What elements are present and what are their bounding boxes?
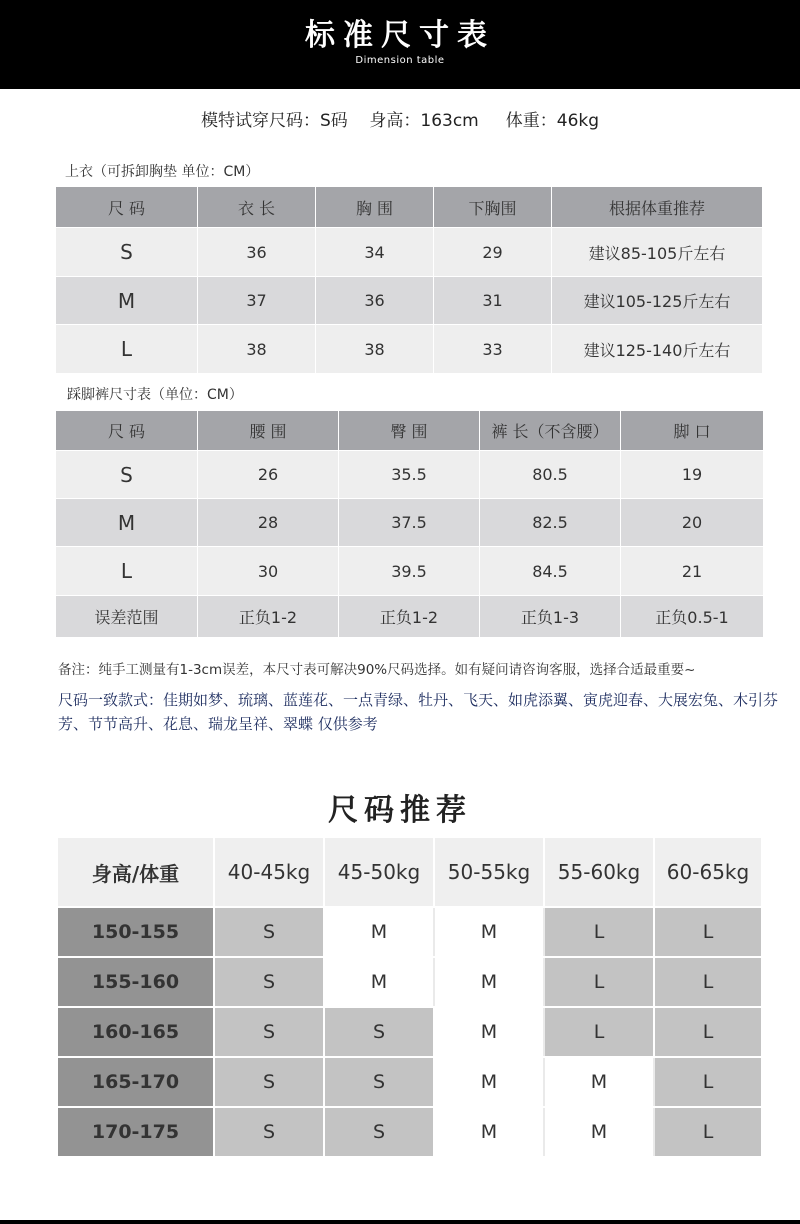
header-cell: 脚 口 (621, 411, 764, 451)
size-cell: L (654, 907, 762, 957)
table-cell: 26 (198, 451, 339, 499)
table-cell: 39.5 (339, 547, 480, 596)
size-cell: S (214, 1007, 324, 1057)
header-cell: 下胸围 (434, 187, 552, 228)
pants-size-table (55, 410, 764, 638)
error-range-label: 误差范围 (56, 596, 198, 638)
error-range-row (56, 596, 764, 638)
table-cell: 建议125-140斤左右 (552, 325, 763, 374)
pants-table-caption: 踩脚裤尺寸表（单位：CM） (67, 387, 243, 403)
top-size-table (55, 186, 763, 374)
table-row (56, 451, 764, 499)
table-cell: 28 (198, 499, 339, 547)
model-info: 模特试穿尺码：S码 身高：163cm 体重：46kg (200, 111, 600, 131)
height-cell: 170-175 (58, 1107, 214, 1157)
table-row (56, 547, 764, 596)
size-cell: L (654, 1007, 762, 1057)
table-cell: 84.5 (480, 547, 621, 596)
table-header-row (56, 411, 764, 451)
size-cell: S (56, 228, 198, 277)
corner-cell: 身高/体重 (58, 838, 214, 907)
table-cell: 35.5 (339, 451, 480, 499)
table-row (58, 1007, 762, 1057)
size-cell: L (544, 907, 654, 957)
weight-header: 60-65kg (654, 838, 762, 907)
size-cell: M (56, 277, 198, 325)
table-cell: 82.5 (480, 499, 621, 547)
table-cell: 30 (198, 547, 339, 596)
size-cell: L (654, 1057, 762, 1107)
size-cell: M (434, 957, 544, 1007)
size-cell: L (544, 957, 654, 1007)
size-cell: S (324, 1007, 434, 1057)
table-header-row (56, 187, 763, 228)
size-cell: M (434, 1107, 544, 1157)
table-cell: 正负0.5-1 (621, 596, 764, 638)
table-cell: 29 (434, 228, 552, 277)
size-cell: S (324, 1057, 434, 1107)
size-cell: M (56, 499, 198, 547)
footer-divider (0, 1220, 800, 1224)
table-row (58, 957, 762, 1007)
table-row (56, 325, 763, 374)
size-cell: M (324, 957, 434, 1007)
table-cell: 38 (198, 325, 316, 374)
weight-header: 45-50kg (324, 838, 434, 907)
size-cell: S (214, 1107, 324, 1157)
table-row (56, 499, 764, 547)
matching-styles-text: 尺码一致款式：佳期如梦、琉璃、蓝莲花、一点青绿、牡丹、飞天、如虎添翼、寅虎迎春、大展宏兔、木引芬芳、节节高升、花息、瑞龙呈祥、翠蝶 仅供参考 (58, 691, 779, 733)
recommend-title: 尺码推荐 (328, 793, 472, 828)
size-cell: M (324, 907, 434, 957)
table-cell: 建议85-105斤左右 (552, 228, 763, 277)
size-recommend-table (58, 838, 763, 1158)
size-cell: L (56, 547, 198, 596)
table-cell: 正负1-3 (480, 596, 621, 638)
header-cell: 尺 码 (56, 411, 198, 451)
header-cell: 尺 码 (56, 187, 198, 228)
table-cell: 37.5 (339, 499, 480, 547)
weight-header: 40-45kg (214, 838, 324, 907)
height-cell: 150-155 (58, 907, 214, 957)
header-cell: 腰 围 (198, 411, 339, 451)
table-cell: 33 (434, 325, 552, 374)
table-cell: 38 (316, 325, 434, 374)
size-cell: M (434, 907, 544, 957)
table-header-row (58, 838, 762, 907)
height-cell: 160-165 (58, 1007, 214, 1057)
size-cell: S (324, 1107, 434, 1157)
weight-header: 50-55kg (434, 838, 544, 907)
size-cell: S (56, 451, 198, 499)
size-cell: M (434, 1057, 544, 1107)
height-cell: 165-170 (58, 1057, 214, 1107)
size-cell: M (544, 1107, 654, 1157)
weight-header: 55-60kg (544, 838, 654, 907)
table-cell: 21 (621, 547, 764, 596)
size-cell: L (544, 1007, 654, 1057)
table-cell: 建议105-125斤左右 (552, 277, 763, 325)
page-header (0, 0, 800, 89)
page-subtitle: Dimension table (355, 55, 445, 66)
size-cell: L (654, 957, 762, 1007)
table-row (56, 277, 763, 325)
size-cell: L (56, 325, 198, 374)
table-cell: 36 (316, 277, 434, 325)
table-cell: 正负1-2 (339, 596, 480, 638)
table-cell: 正负1-2 (198, 596, 339, 638)
header-cell: 胸 围 (316, 187, 434, 228)
table-cell: 36 (198, 228, 316, 277)
height-cell: 155-160 (58, 957, 214, 1007)
table-row (58, 1107, 762, 1157)
table-cell: 19 (621, 451, 764, 499)
size-cell: S (214, 1057, 324, 1107)
table-cell: 20 (621, 499, 764, 547)
header-cell: 衣 长 (198, 187, 316, 228)
measurement-note: 备注：纯手工测量有1-3cm误差，本尺寸表可解决90%尺码选择。如有疑问请咨询客服，选择合适最重要~ (58, 662, 696, 678)
page-title: 标准尺寸表 (305, 18, 495, 53)
table-row (58, 1057, 762, 1107)
size-cell: M (544, 1057, 654, 1107)
table-cell: 80.5 (480, 451, 621, 499)
header-cell: 裤 长（不含腰） (480, 411, 621, 451)
header-cell: 臀 围 (339, 411, 480, 451)
table-row (58, 907, 762, 957)
table-cell: 34 (316, 228, 434, 277)
size-cell: S (214, 907, 324, 957)
top-table-caption: 上衣（可拆卸胸垫 单位：CM） (65, 164, 260, 180)
header-cell: 根据体重推荐 (552, 187, 763, 228)
table-cell: 31 (434, 277, 552, 325)
table-cell: 37 (198, 277, 316, 325)
size-cell: L (654, 1107, 762, 1157)
size-cell: S (214, 957, 324, 1007)
table-row (56, 228, 763, 277)
size-cell: M (434, 1007, 544, 1057)
